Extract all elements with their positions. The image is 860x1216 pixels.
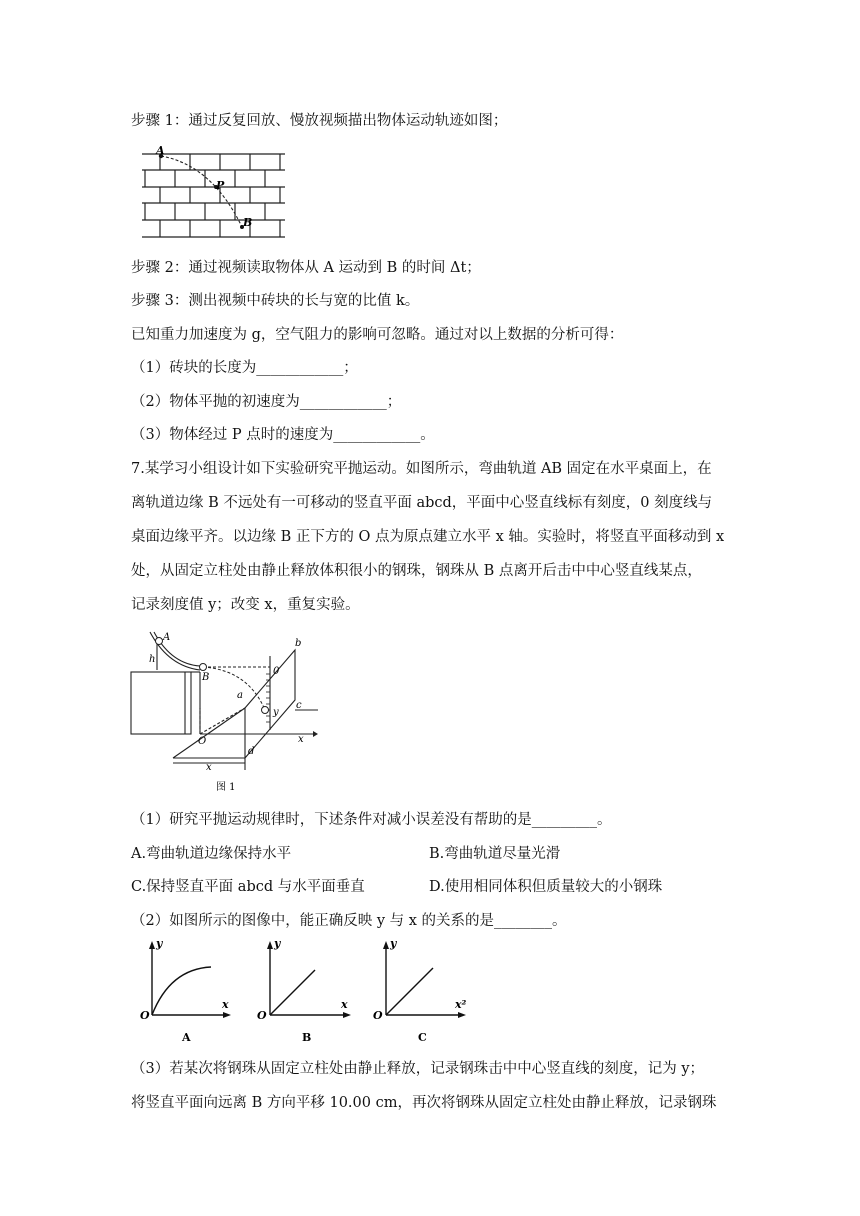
option-B: B.弯曲轨道尽量光滑 — [429, 846, 561, 862]
label-y: y — [273, 707, 279, 718]
s2-text: （2）如图所示的图像中，能正确反映 y 与 x 的关系的是________。 — [131, 913, 567, 929]
graph-B-xlabel: x — [341, 998, 348, 1011]
step1-text: 步骤 1：通过反复回放、慢放视频描出物体运动轨迹如图； — [131, 113, 508, 129]
option-A: A.弯曲轨道边缘保持水平 — [131, 846, 292, 862]
p7-line5: 记录刻度值 y；改变 x，重复实验。 — [131, 597, 360, 613]
p7-line1: 7.某学习小组设计如下实验研究平抛运动。如图所示，弯曲轨道 AB 固定在水平桌面上，在 — [131, 461, 712, 477]
graph-A-name: A — [182, 1031, 191, 1044]
graph-A-ylabel: y — [156, 937, 163, 950]
p7-line3: 桌面边缘平齐。以边缘 B 正下方的 O 点为原点建立水平 x 轴。实验时，将竖直平面移动到 x — [131, 529, 725, 545]
option-D: D.使用相同体积但质量较大的小钢珠 — [429, 879, 663, 895]
label-B: B — [202, 672, 210, 683]
figure-caption: 图 1 — [216, 782, 236, 793]
p7-line4: 处，从固定立柱处由静止释放体积很小的钢珠，钢珠从 B 点离开后击中中心竖直线某点， — [131, 563, 702, 579]
s3-line2: 将竖直平面向远离 B 方向平移 10.00 cm，再次将钢珠从固定立柱处由静止释放，记录钢珠 — [131, 1095, 717, 1111]
graph-B-name: B — [302, 1031, 312, 1044]
label-d: d — [248, 746, 255, 757]
label-b: b — [295, 638, 302, 649]
label-P: P — [216, 179, 225, 192]
graph-B-origin: O — [257, 1009, 267, 1022]
q2-text: （2）物体平抛的初速度为____________； — [131, 394, 402, 410]
label-x-dim: x — [206, 762, 212, 773]
graph-C-name: C — [418, 1031, 427, 1044]
label-h: h — [149, 654, 156, 665]
option-C: C.保持竖直平面 abcd 与水平面垂直 — [131, 879, 365, 895]
label-A: A — [156, 145, 165, 157]
q3-text: （3）物体经过 P 点时的速度为____________。 — [131, 427, 435, 443]
graph-A-xlabel: x — [222, 998, 229, 1011]
label-zero: 0 — [273, 666, 280, 677]
label-O: O — [198, 736, 207, 747]
graph-A-origin: O — [140, 1009, 150, 1022]
label-x-axis: x — [298, 734, 304, 745]
graph-B-ylabel: y — [274, 937, 281, 950]
label-c: c — [296, 700, 302, 711]
graph-C-origin: O — [373, 1009, 383, 1022]
brick-wall-figure — [142, 145, 288, 241]
s1-text: （1）研究平抛运动规律时，下述条件对减小误差没有帮助的是_________。 — [131, 812, 612, 828]
graph-options — [135, 937, 485, 1047]
label-a: a — [237, 690, 243, 701]
p7-line2: 离轨道边缘 B 不远处有一可移动的竖直平面 abcd，平面中心竖直线标有刻度，0 刻度线与 — [131, 495, 713, 511]
graph-C-ylabel: y — [390, 937, 397, 950]
graph-C-xlabel: x² — [455, 998, 467, 1011]
label-B: B — [243, 216, 253, 229]
trajectory-curve — [161, 156, 242, 227]
apparatus-figure — [128, 630, 328, 800]
step2-text: 步骤 2：通过视频读取物体从 A 运动到 B 的时间 Δt； — [131, 260, 481, 276]
q1-text: （1）砖块的长度为____________； — [131, 360, 358, 376]
label-A: A — [163, 632, 171, 643]
step3-text: 步骤 3：测出视频中砖块的长与宽的比值 k。 — [131, 293, 420, 309]
known-text: 已知重力加速度为 g，空气阻力的影响可忽略。通过对以上数据的分析可得： — [131, 327, 624, 343]
s3-line1: （3）若某次将钢珠从固定立柱处由静止释放，记录钢珠击中中心竖直线的刻度，记为 y； — [131, 1061, 705, 1077]
